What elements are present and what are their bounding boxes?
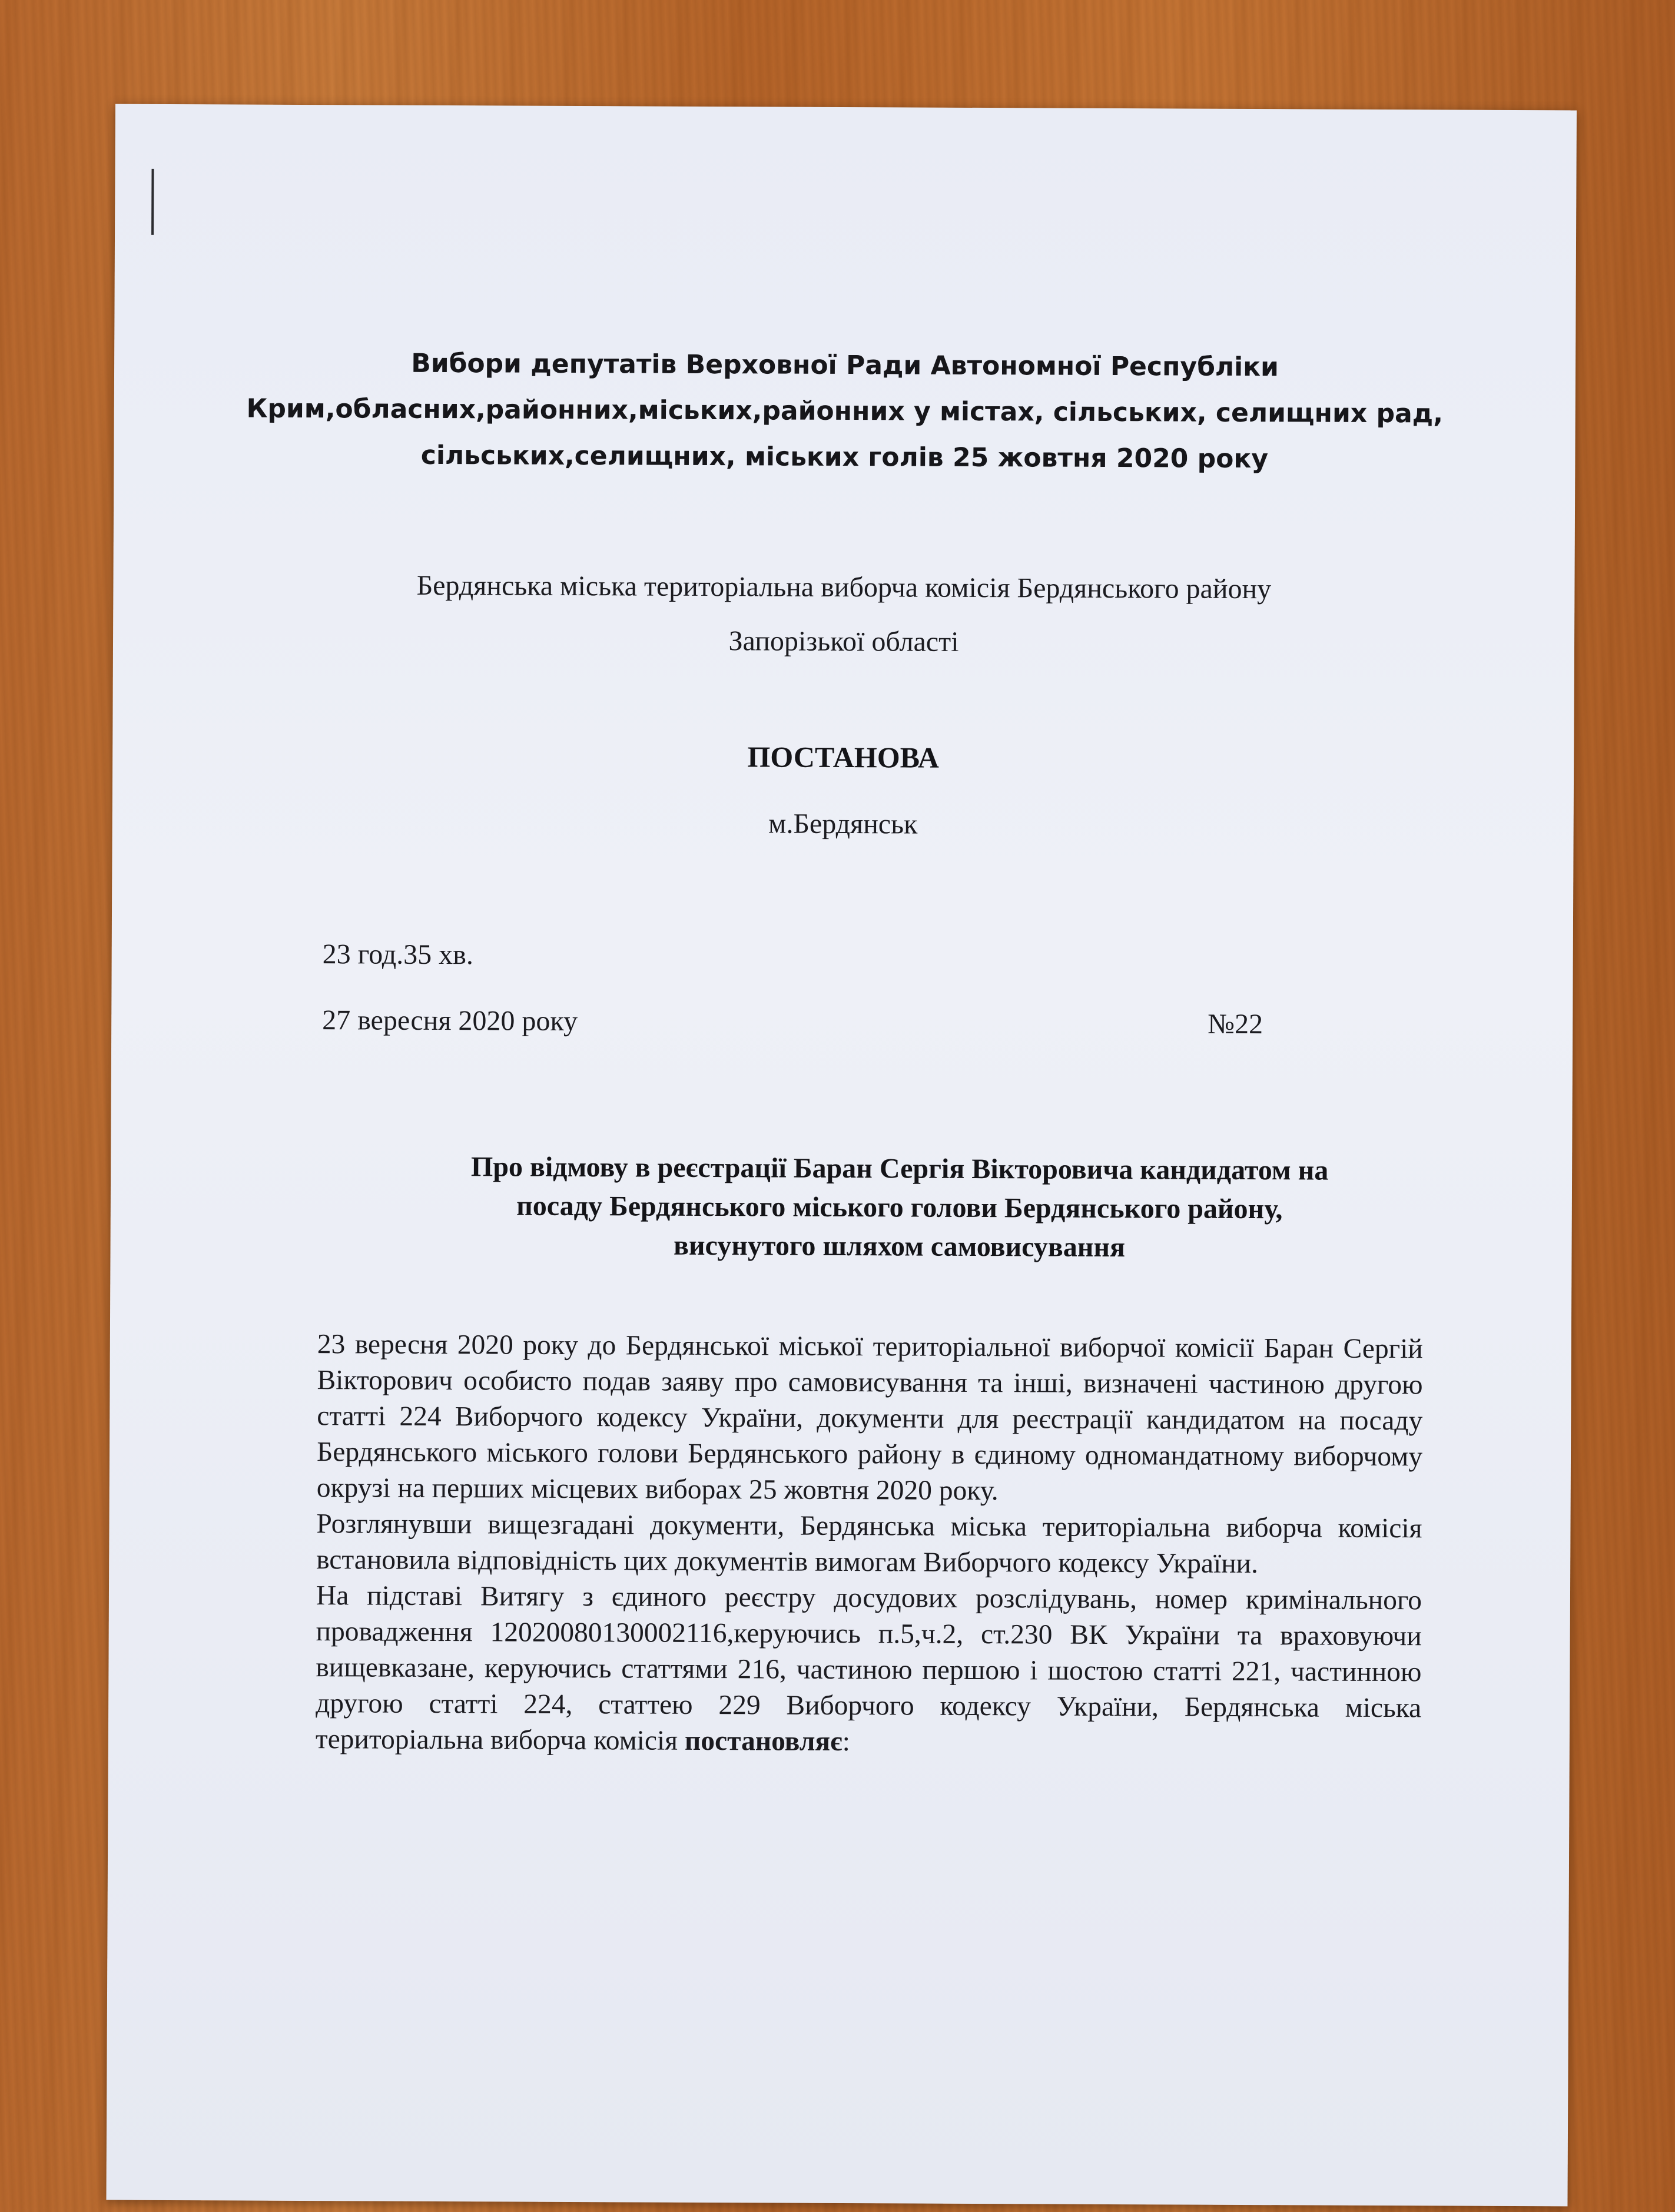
- body-paragraph-final: [316, 1578, 1422, 1762]
- election-header-line: Крим,обласних,районних,міських,районних у містах, сільських, селищних рад,: [246, 393, 1444, 429]
- staple-mark: [151, 169, 154, 235]
- body-paragraph: 23 вересня 2020 року до Бердянської міської територіальної виборчої комісії Баран Сергій Вікторович особисто подав заяву про самовисування та інші, визначені частиною другою статті 224 Виборчого кодексу України, документи для реєстрації кандидатом на посаду Бердянського міського голови Бердянського району в єдиному одномандатному виборчому окрузі на перших місцевих виборах 25 жовтня 2020 року.: [316, 1329, 1423, 1507]
- commission-name: [113, 558, 1575, 672]
- commission-name-line: Запорізької області: [728, 625, 959, 658]
- election-header: [114, 340, 1576, 484]
- document-city: м.Бердянськ: [768, 808, 918, 840]
- resolution-body: [316, 1326, 1423, 1762]
- document-time: 23 год.35 хв.: [322, 938, 474, 971]
- decree-colon: :: [842, 1726, 850, 1757]
- document-page: [106, 104, 1577, 2207]
- document-number: №22: [1208, 1008, 1263, 1040]
- election-header-line: сільських,селищних, міських голів 25 жовтня 2020 року: [420, 440, 1269, 475]
- document-type: ПОСТАНОВА: [747, 740, 940, 774]
- commission-name-line: Бердянська міська територіальна виборча комісія Бердянського району: [416, 569, 1272, 605]
- body-paragraph-text: На підставі Витягу з єдиного реєстру досудових розслідувань, номер кримінального провадження 12020080130002116,керуючись п.5,ч.2, ст.230 ВК України та враховуючи вищевказане, керуючись статтями 216, частиною першою і шостою статті 221, частинною другою статті 224, статтею 229 Виборчого кодексу України, Бердянська міська територіальна виборча комісія: [315, 1580, 1422, 1756]
- resolution-subject-line: висунутого шляхом самовисування: [673, 1229, 1126, 1263]
- election-header-line: Вибори депутатів Верховної Ради Автономної Республіки: [411, 348, 1279, 383]
- resolution-subject-line: Про відмову в реєстрації Баран Сергія Вікторовича кандидатом на: [470, 1151, 1329, 1186]
- document-date: 27 вересня 2020 року: [322, 1004, 578, 1037]
- resolution-subject: [334, 1147, 1465, 1268]
- body-paragraph: Розглянувши вищезгадані документи, Бердянська міська територіальна виборча комісія встановила відповідність цих документів вимогам Виборчого кодексу України.: [316, 1508, 1422, 1580]
- decree-word: постановляє: [684, 1725, 843, 1757]
- resolution-subject-line: посаду Бердянського міського голови Бердянського району,: [516, 1190, 1283, 1225]
